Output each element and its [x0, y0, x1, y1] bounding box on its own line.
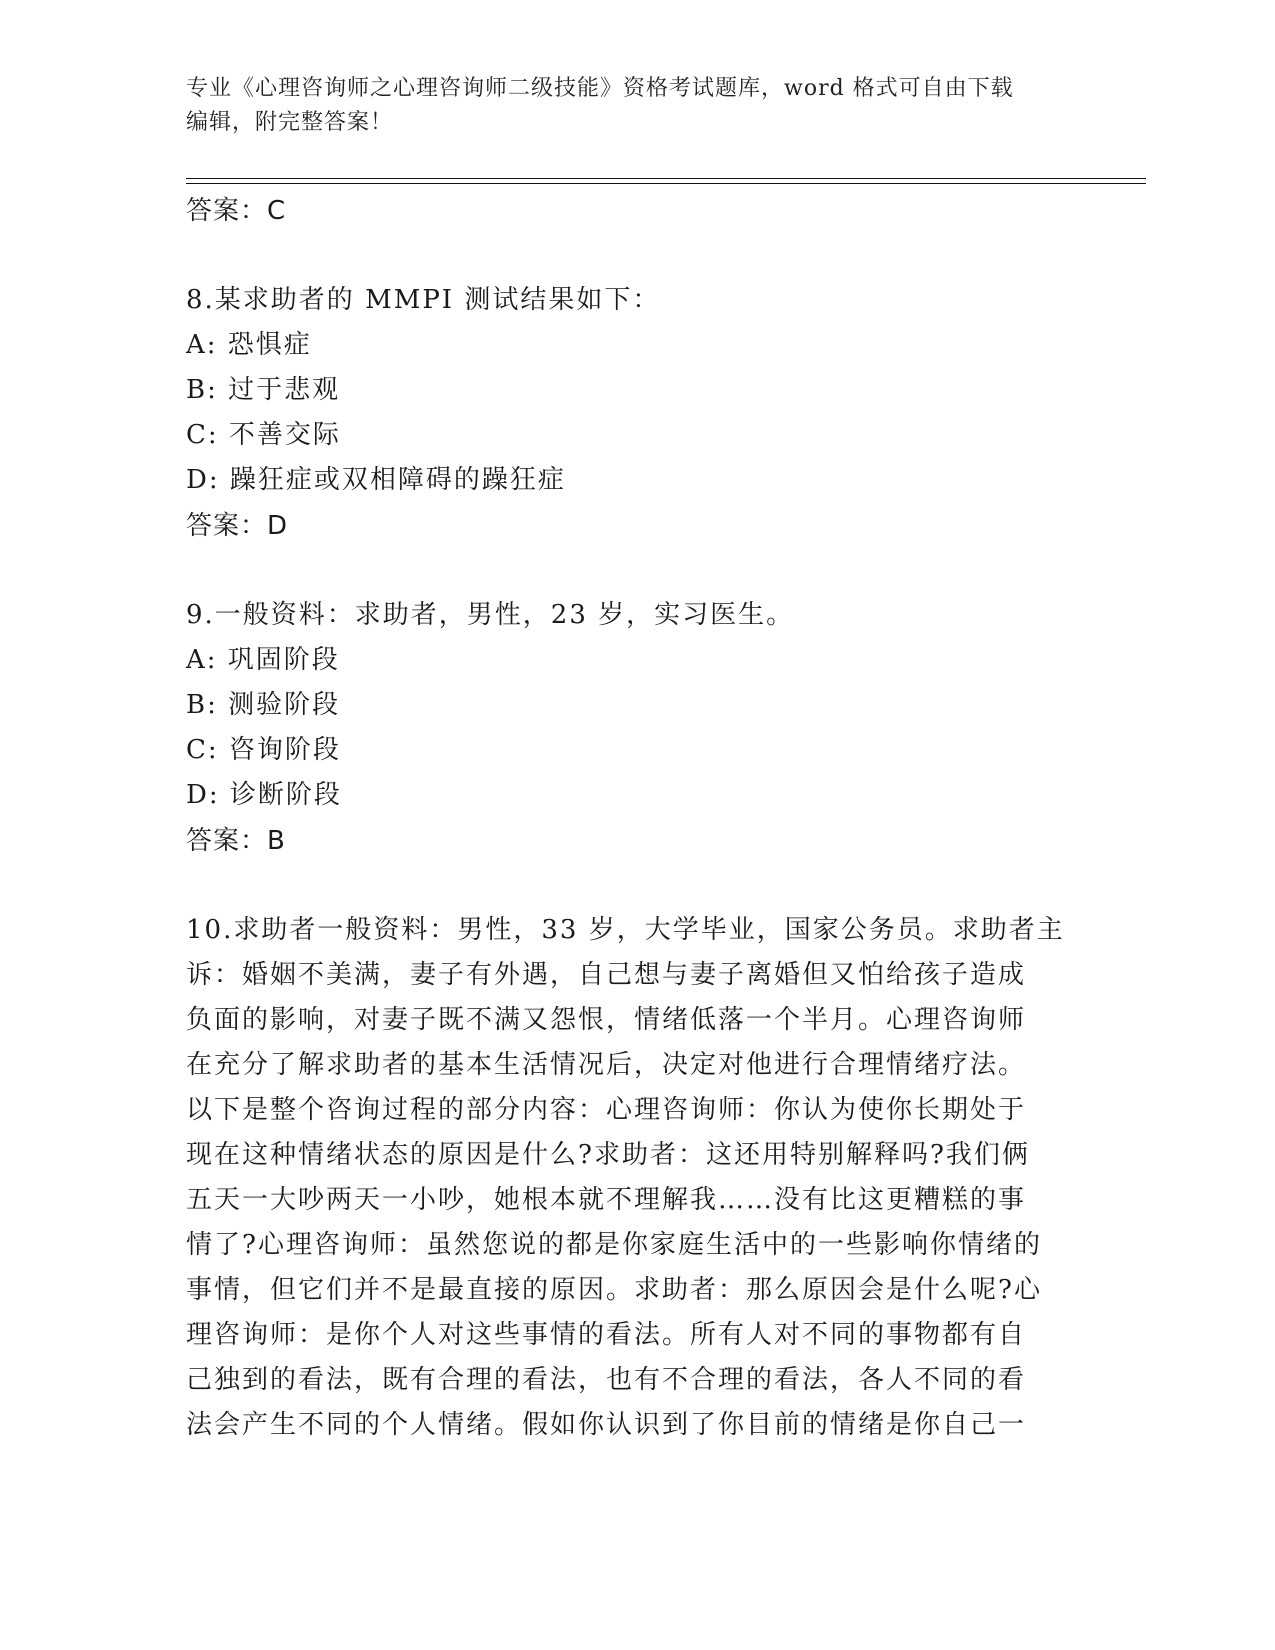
question-9-option-d: D: 诊断阶段	[186, 780, 342, 810]
header-divider-bottom	[186, 183, 1146, 184]
question-8-option-b: B: 过于悲观	[186, 375, 341, 405]
question-10-line: 现在这种情绪状态的原因是什么?求助者：这还用特别解释吗?我们俩	[186, 1140, 1030, 1170]
question-9-option-a: A: 巩固阶段	[186, 645, 340, 675]
document-body	[186, 188, 1086, 1448]
question-10	[186, 908, 1086, 1448]
question-8-answer: 答案：D	[186, 511, 289, 541]
question-10-line: 负面的影响，对妻子既不满又怨恨，情绪低落一个半月。心理咨询师	[186, 1005, 1027, 1035]
question-8-option-a: A: 恐惧症	[186, 330, 312, 360]
answer-previous: 答案：C	[186, 196, 287, 226]
question-8-option-c: C: 不善交际	[186, 420, 341, 450]
question-10-line: 法会产生不同的个人情绪。假如你认识到了你目前的情绪是你自己一	[186, 1410, 1027, 1440]
question-10-line: 五天一大吵两天一小吵，她根本就不理解我……没有比这更糟糕的事	[186, 1185, 1027, 1215]
question-8-stem: 8.某求助者的 MMPI 测试结果如下：	[186, 285, 661, 315]
question-8	[186, 278, 1086, 549]
question-10-line: 诉：婚姻不美满，妻子有外遇，自己想与妻子离婚但又怕给孩子造成	[186, 960, 1027, 990]
question-10-line: 以下是整个咨询过程的部分内容：心理咨询师：你认为使你长期处于	[186, 1095, 1027, 1125]
question-10-line: 理咨询师：是你个人对这些事情的看法。所有人对不同的事物都有自	[186, 1320, 1027, 1350]
spacer	[186, 549, 1086, 593]
spacer	[186, 864, 1086, 908]
question-10-line: 情了?心理咨询师：虽然您说的都是你家庭生活中的一些影响你情绪的	[186, 1230, 1042, 1260]
document-header	[186, 72, 1076, 140]
header-line-1: 专业《心理咨询师之心理咨询师二级技能》资格考试题库，word 格式可自由下载	[186, 76, 1014, 101]
question-8-option-d: D: 躁狂症或双相障碍的躁狂症	[186, 465, 566, 495]
question-10-line: 10.求助者一般资料：男性，33 岁，大学毕业，国家公务员。求助者主	[186, 915, 1065, 945]
header-divider-top	[186, 178, 1146, 179]
header-line-2: 编辑，附完整答案！	[186, 110, 394, 135]
question-9-answer: 答案：B	[186, 826, 286, 856]
question-9-option-c: C: 咨询阶段	[186, 735, 341, 765]
question-10-line: 事情，但它们并不是最直接的原因。求助者：那么原因会是什么呢?心	[186, 1275, 1042, 1305]
question-10-line: 己独到的看法，既有合理的看法，也有不合理的看法，各人不同的看	[186, 1365, 1027, 1395]
question-10-line: 在充分了解求助者的基本生活情况后，决定对他进行合理情绪疗法。	[186, 1050, 1027, 1080]
spacer	[186, 234, 1086, 278]
question-9-option-b: B: 测验阶段	[186, 690, 341, 720]
question-9-stem: 9.一般资料：求助者，男性，23 岁，实习医生。	[186, 600, 795, 630]
question-9	[186, 593, 1086, 864]
